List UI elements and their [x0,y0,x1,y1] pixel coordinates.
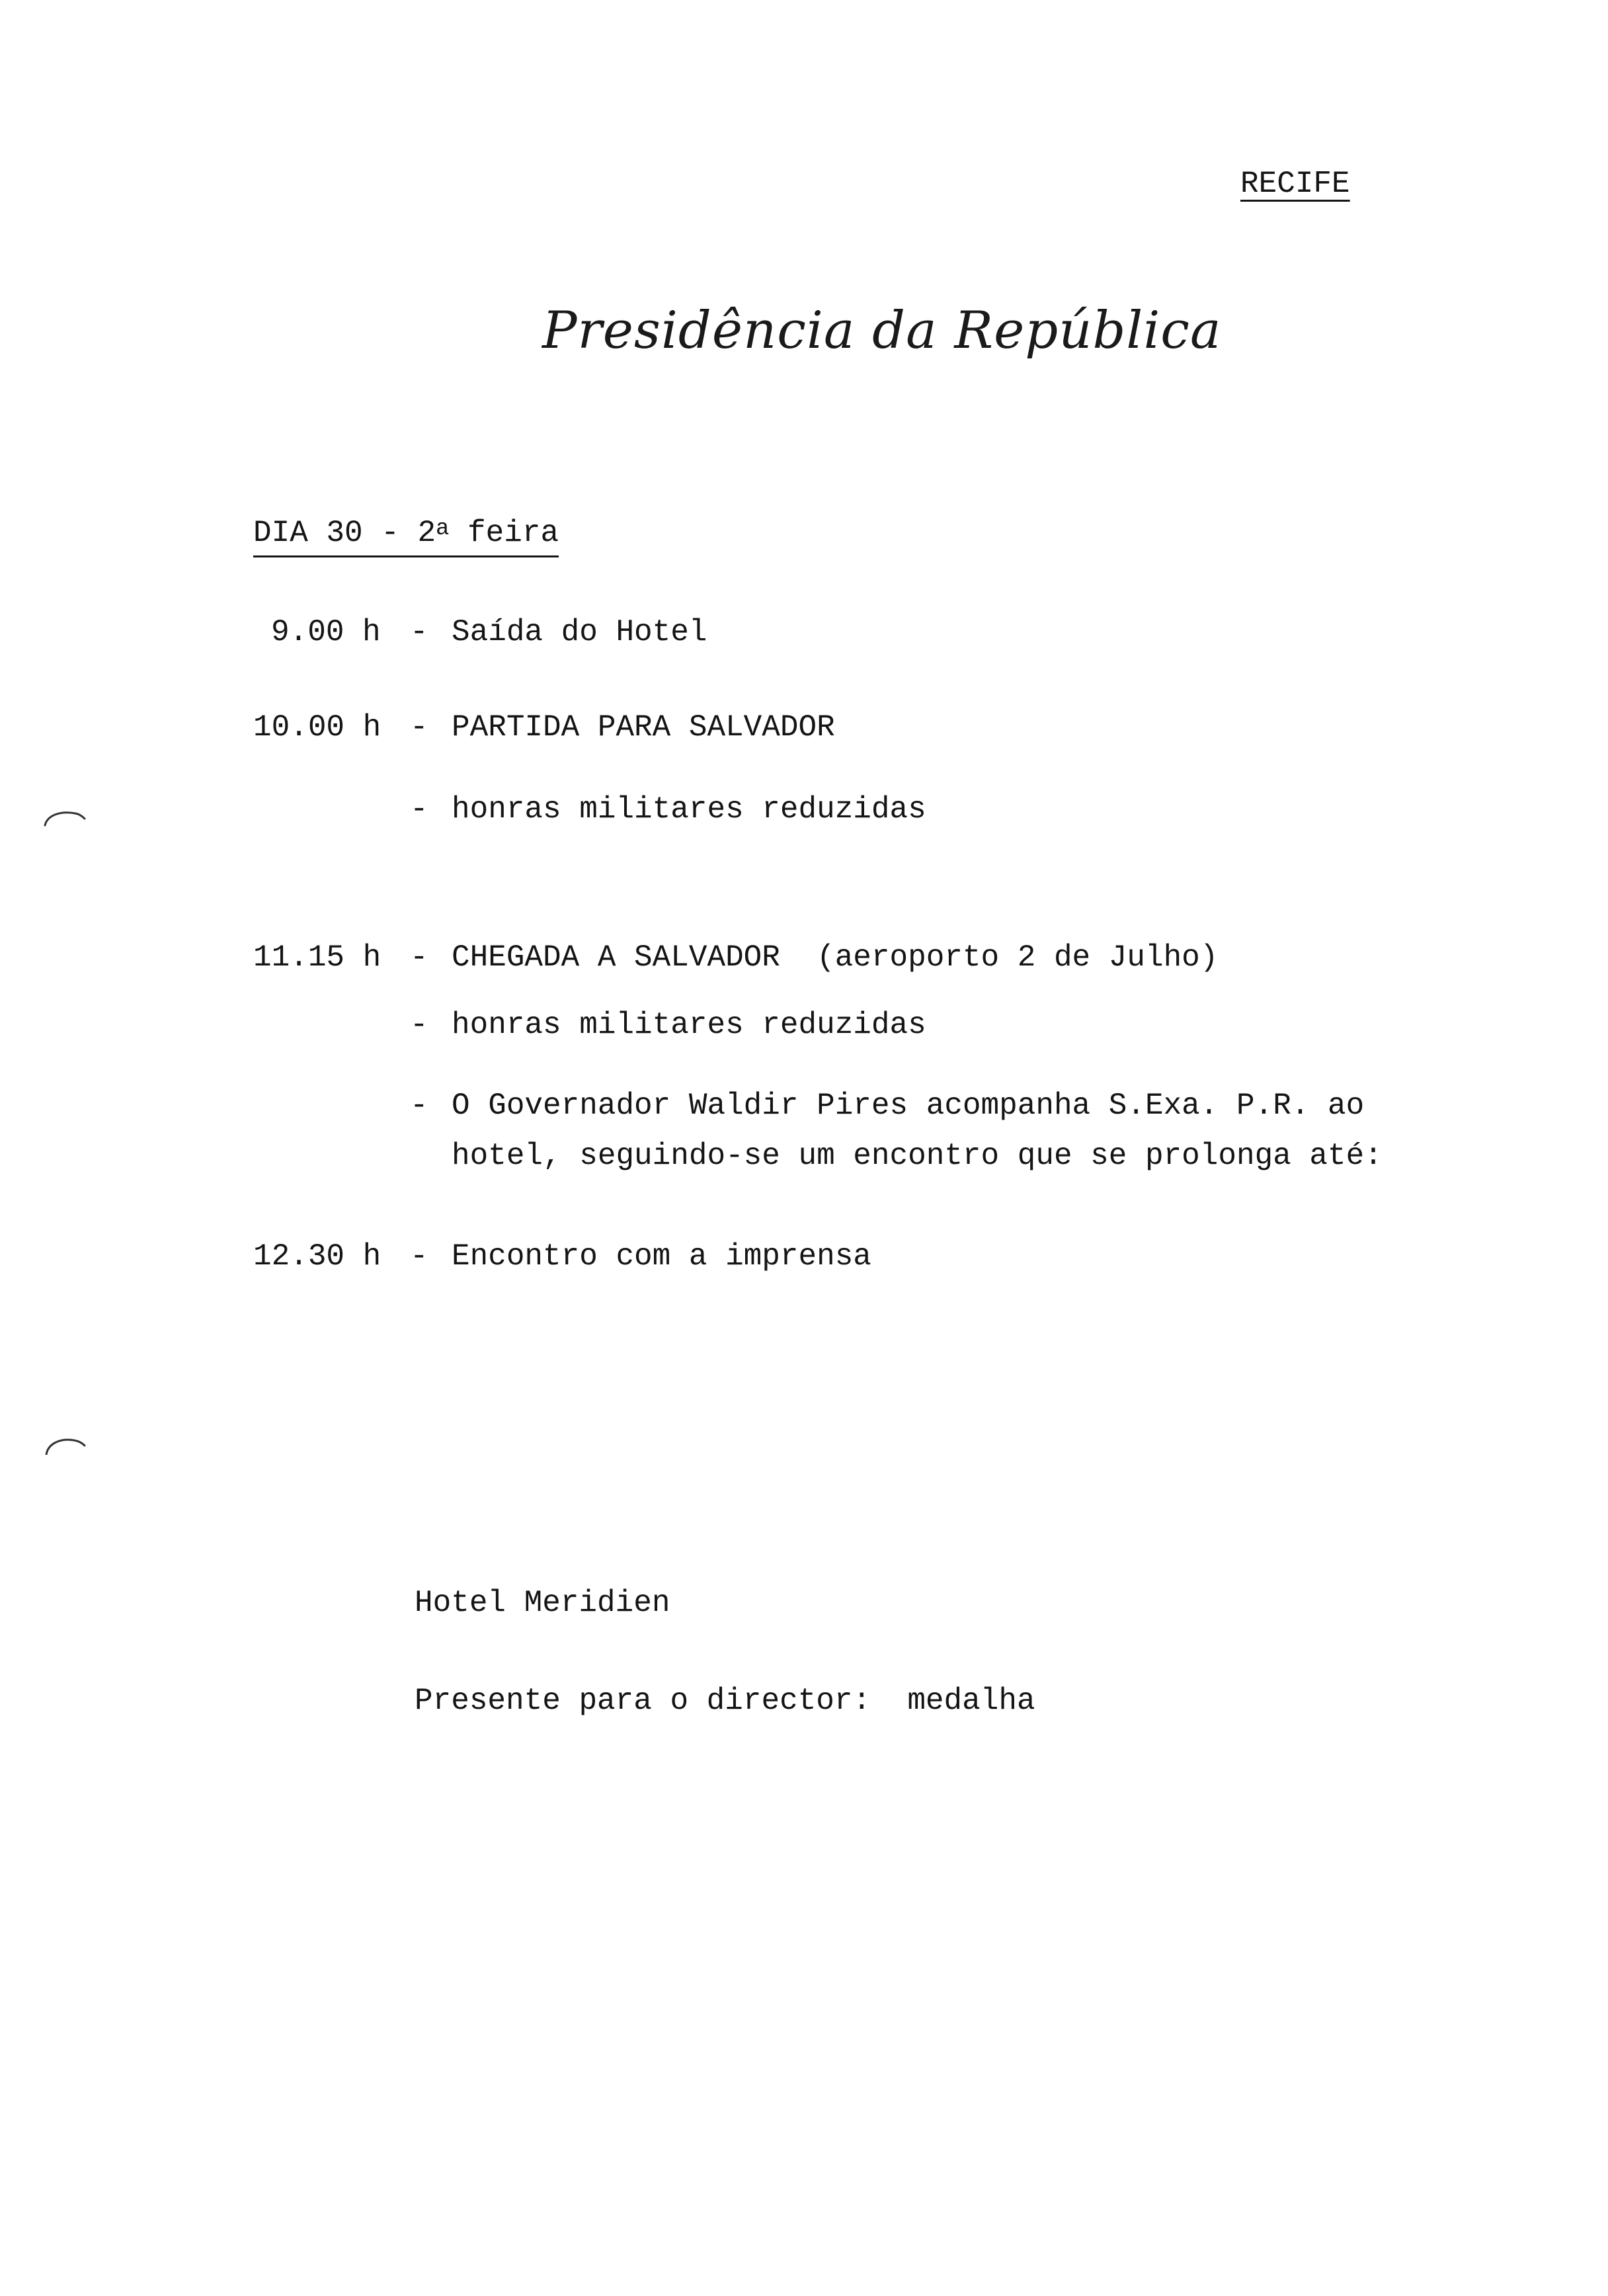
schedule-text: Saída do Hotel [452,615,707,649]
punch-hole-mark-icon [41,1435,87,1455]
schedule-text: CHEGADA A SALVADOR (aeroporto 2 de Julho) [452,940,1219,975]
schedule-text-continued: hotel, seguindo-se um encontro que se prolonga até: [452,1139,1383,1173]
schedule-dash: - [410,615,428,649]
letterhead: Presidência da República [542,301,1222,360]
schedule-time: 9.00 h [271,615,381,649]
day-label: DIA 30 - 2 [253,516,436,550]
schedule-dash: - [410,1239,428,1274]
gift-note: Presente para o director: medalha [415,1684,1035,1718]
punch-hole-mark-icon [41,807,87,827]
day-suffix: feira [449,516,559,550]
hotel-note: Hotel Meridien [415,1586,670,1620]
schedule-dash: - [410,710,428,745]
schedule-text: honras militares reduzidas [452,792,926,827]
city-heading: RECIFE [1240,167,1350,201]
schedule-text: Encontro com a imprensa [452,1239,871,1274]
day-heading [253,514,559,557]
schedule-text: O Governador Waldir Pires acompanha S.Exa. P.R. ao [452,1088,1365,1123]
schedule-dash: - [410,792,428,827]
day-ordinal-superscript: a [436,516,450,542]
schedule-time: 10.00 h [253,710,382,745]
schedule-time: 12.30 h [253,1239,382,1274]
schedule-dash: - [410,1008,428,1042]
schedule-dash: - [410,1088,428,1123]
schedule-dash: - [410,940,428,975]
schedule-text: honras militares reduzidas [452,1008,926,1042]
schedule-time: 11.15 h [253,940,382,975]
schedule-text: PARTIDA PARA SALVADOR [452,710,835,745]
